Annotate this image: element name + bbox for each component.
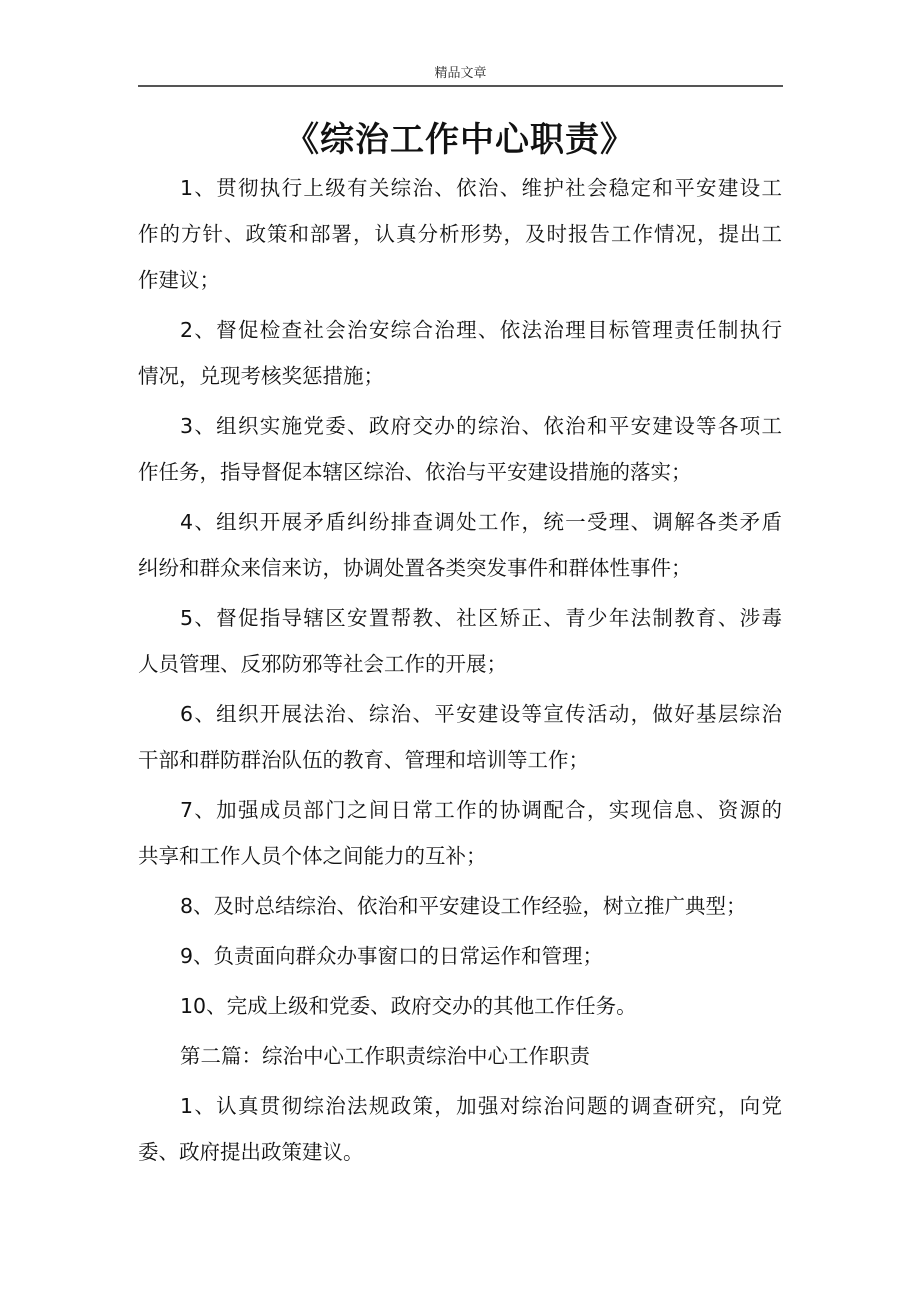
- paragraph-line: 情况，兑现考核奖惩措施；: [138, 364, 384, 388]
- page-header: 精品文章: [434, 66, 487, 81]
- paragraph-line: 4、组织开展矛盾纠纷排查调处工作，统一受理、调解各类矛盾: [180, 510, 782, 534]
- header-divider: [138, 85, 783, 87]
- paragraph-line: 纠纷和群众来信来访，协调处置各类突发事件和群体性事件；: [138, 556, 692, 580]
- paragraph: [138, 933, 782, 979]
- paragraph-line: 作任务，指导督促本辖区综治、依治与平安建设措施的落实；: [138, 460, 692, 484]
- paragraph-line: 作的方针、政策和部署，认真分析形势，及时报告工作情况，提出工: [138, 222, 782, 246]
- paragraph-line: 9、负责面向群众办事窗口的日常运作和管理；: [180, 944, 604, 968]
- paragraph-line: 7、加强成员部门之间日常工作的协调配合，实现信息、资源的: [180, 798, 782, 822]
- paragraph: [138, 165, 782, 303]
- paragraph: [138, 983, 782, 1029]
- paragraph: [138, 595, 782, 687]
- paragraph-line: 干部和群防群治队伍的教育、管理和培训等工作；: [138, 748, 589, 772]
- paragraph-line: 人员管理、反邪防邪等社会工作的开展；: [138, 652, 507, 676]
- paragraph-line: 6、组织开展法治、综治、平安建设等宣传活动，做好基层综治: [180, 702, 782, 726]
- paragraph-line: 2、督促检查社会治安综合治理、依法治理目标管理责任制执行: [180, 318, 782, 342]
- paragraph-line: 第二篇：综治中心工作职责综治中心工作职责: [180, 1044, 590, 1068]
- paragraph: [138, 403, 782, 495]
- paragraph-line: 共享和工作人员个体之间能力的互补；: [138, 844, 487, 868]
- paragraph-line: 1、认真贯彻综治法规政策，加强对综治问题的调查研究，向党: [180, 1094, 782, 1118]
- paragraph: [138, 883, 782, 929]
- paragraph-line: 8、及时总结综治、依治和平安建设工作经验，树立推广典型；: [180, 894, 747, 918]
- paragraph-line: 3、组织实施党委、政府交办的综治、依治和平安建设等各项工: [180, 414, 782, 438]
- paragraph: [138, 691, 782, 783]
- paragraph-line: 作建议；: [138, 268, 220, 292]
- paragraph-line: 委、政府提出政策建议。: [138, 1140, 364, 1164]
- document-title: 《综治工作中心职责》: [285, 120, 635, 160]
- document-body: [138, 165, 782, 1179]
- paragraph: [138, 1033, 782, 1079]
- paragraph-line: 1、贯彻执行上级有关综治、依治、维护社会稳定和平安建设工: [180, 176, 782, 200]
- paragraph: [138, 787, 782, 879]
- paragraph: [138, 307, 782, 399]
- paragraph-line: 10、完成上级和党委、政府交办的其他工作任务。: [180, 994, 637, 1018]
- paragraph-line: 5、督促指导辖区安置帮教、社区矫正、青少年法制教育、涉毒: [180, 606, 782, 630]
- paragraph: [138, 499, 782, 591]
- paragraph: [138, 1083, 782, 1175]
